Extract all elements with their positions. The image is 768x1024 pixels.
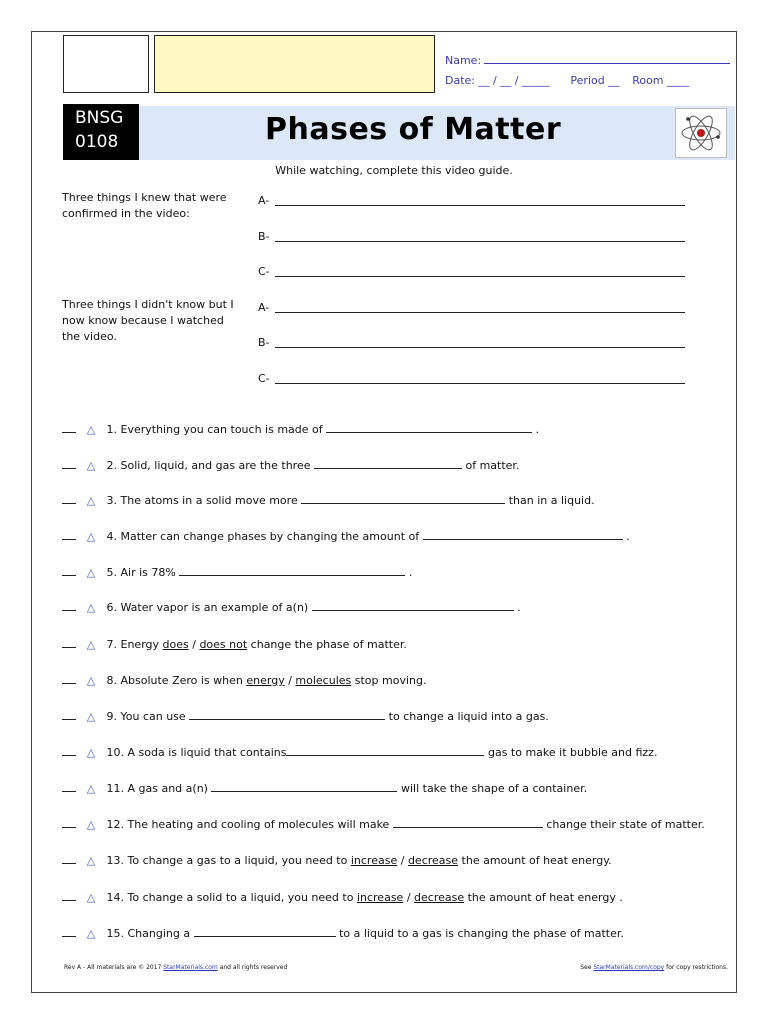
question-number: 2. [106,459,117,472]
question-number: 11. [106,782,124,795]
fill-blank[interactable] [326,422,532,433]
question-number: 15. [106,927,124,940]
question-text-end: the amount of heat energy . [464,891,623,904]
knew-label-b: B- [258,230,270,243]
question-number: 7. [106,638,117,651]
triangle-icon: △ [86,927,96,940]
question-8 [62,673,426,691]
instructions: While watching, complete this video guide. [275,164,513,177]
question-number: 14. [106,891,124,904]
question-text-end: to a liquid to a gas is changing the phase of matter. [335,927,624,940]
triangle-icon: △ [86,601,96,614]
choice-molecules[interactable]: molecules [295,674,352,687]
choice-increase[interactable]: increase [350,854,398,867]
didnt-label-c: C- [258,372,270,385]
didnt-line-a[interactable] [275,312,685,313]
triangle-icon: △ [86,674,96,687]
didnt-label-a: A- [258,301,270,314]
fill-blank[interactable] [393,817,543,828]
footer-copyright [64,964,287,971]
grade-box [63,35,149,93]
question-text-end: . [513,601,521,614]
name-field[interactable] [484,52,730,64]
question-text-end: will take the shape of a container. [397,782,588,795]
knew-line-a[interactable] [275,205,685,206]
question-number: 6. [106,601,117,614]
question-text-end: gas to make it bubble and fizz. [484,746,658,759]
answer-blank[interactable] [62,422,76,433]
question-text-end: change their state of matter. [542,818,705,831]
choice-does[interactable]: does [162,638,189,651]
fill-blank[interactable] [179,565,405,576]
atom-icon [675,108,727,158]
question-text-end: change the phase of matter. [247,638,407,651]
question-6 [62,600,521,618]
question-text-end: . [532,423,540,436]
question-14 [62,890,623,908]
choice-separator: / [397,854,408,867]
score-box [154,35,435,93]
triangle-icon: △ [86,494,96,507]
question-text: To change a solid to a liquid, you need to [127,891,357,904]
question-number: 4. [106,530,117,543]
knew-line-c[interactable] [275,276,685,277]
answer-blank[interactable] [62,745,76,756]
choice-energy[interactable]: energy [246,674,285,687]
choice-separator: / [403,891,415,904]
question-text: Water vapor is an example of a(n) [120,601,312,614]
triangle-icon: △ [86,530,96,543]
triangle-icon: △ [86,891,96,904]
question-number: 8. [106,674,117,687]
question-13 [62,853,612,871]
question-7 [62,637,407,655]
question-text: Solid, liquid, and gas are the three [120,459,314,472]
question-number: 12. [106,818,124,831]
answer-blank[interactable] [62,565,76,576]
question-3 [62,493,595,511]
fill-blank[interactable] [189,709,385,720]
question-text: To change a gas to a liquid, you need to [127,854,351,867]
question-text-end: than in a liquid. [505,494,595,507]
triangle-icon: △ [86,746,96,759]
fill-blank[interactable] [301,493,505,504]
question-number: 10. [106,746,124,759]
question-number: 5. [106,566,117,579]
footer-copy-restrictions [580,964,728,971]
answer-blank[interactable] [62,817,76,828]
question-text: A soda is liquid that contains [127,746,287,759]
didnt-label-b: B- [258,336,270,349]
period-label: Period __ [570,74,620,87]
date-pattern: __ / __ / _____ [478,74,550,87]
choice-decrease[interactable]: decrease [407,854,459,867]
triangle-icon: △ [86,459,96,472]
answer-blank[interactable] [62,709,76,720]
triangle-icon: △ [86,566,96,579]
knew-label-a: A- [258,194,270,207]
question-9 [62,709,549,727]
footer-text-end: and all rights reserved [217,964,288,971]
choice-decrease[interactable]: decrease [414,891,465,904]
answer-blank[interactable] [62,853,76,864]
answer-blank[interactable] [62,781,76,792]
answer-blank[interactable] [62,637,76,648]
triangle-icon: △ [86,818,96,831]
knew-prompt: Three things I knew that were confirmed in the video: [62,191,227,220]
answer-blank[interactable] [62,600,76,611]
answer-blank[interactable] [62,926,76,937]
answer-blank[interactable] [62,493,76,504]
question-number: 3. [106,494,117,507]
question-text: Absolute Zero is when [120,674,247,687]
question-1 [62,422,539,440]
fill-blank[interactable] [286,745,484,756]
question-text-end: to change a liquid into a gas. [385,710,549,723]
triangle-icon: △ [86,423,96,436]
question-11 [62,781,587,799]
choice-does-not[interactable]: does not [199,638,248,651]
didnt-know-prompt: Three things I didn't know but I now know because I watched the video. [62,298,234,343]
triangle-icon: △ [86,854,96,867]
footer-text-end: for copy restrictions. [664,964,728,971]
question-text-end: stop moving. [351,674,427,687]
footer-link[interactable]: StarMaterials.com [163,964,218,971]
question-text-end: of matter. [461,459,520,472]
copy-link[interactable]: StarMaterials.com/copy [593,964,665,971]
footer-text: Rev A - All materials are © 2017 [64,964,164,971]
fill-blank[interactable] [314,458,462,469]
question-text: A gas and a(n) [127,782,212,795]
triangle-icon: △ [86,638,96,651]
question-text: Matter can change phases by changing the amount of [120,530,423,543]
question-text: Energy [120,638,163,651]
didnt-line-c[interactable] [275,383,685,384]
question-2 [62,458,519,476]
question-text: The atoms in a solid move more [120,494,302,507]
question-number: 1. [106,423,117,436]
fill-blank[interactable] [423,529,623,540]
date-label: Date: [445,74,475,87]
room-label: Room ____ [632,74,690,87]
question-text: You can use [120,710,190,723]
code-line-1: BNSG [75,108,124,128]
triangle-icon: △ [86,710,96,723]
didnt-line-b[interactable] [275,347,685,348]
footer-text: See [580,964,594,971]
question-text: Air is 78% [120,566,180,579]
knew-label-c: C- [258,265,270,278]
question-4 [62,529,630,547]
question-15 [62,926,624,944]
code-line-2: 0108 [75,132,119,152]
answer-blank[interactable] [62,890,76,901]
answer-blank[interactable] [62,529,76,540]
name-label: Name: [445,54,482,67]
question-text: Changing a [127,927,194,940]
question-number: 9. [106,710,117,723]
question-text: The heating and cooling of molecules will make [127,818,393,831]
question-10 [62,745,657,763]
question-12 [62,817,705,835]
question-text-end: . [622,530,630,543]
question-text-end: . [405,566,413,579]
fill-blank[interactable] [312,600,514,611]
answer-blank[interactable] [62,673,76,684]
page-title: Phases of Matter [265,112,562,147]
answer-blank[interactable] [62,458,76,469]
fill-blank[interactable] [194,926,336,937]
question-text-end: the amount of heat energy. [458,854,612,867]
choice-separator: / [284,674,296,687]
choice-increase[interactable]: increase [356,891,404,904]
choice-separator: / [188,638,200,651]
fill-blank[interactable] [211,781,397,792]
triangle-icon: △ [86,782,96,795]
knew-line-b[interactable] [275,241,685,242]
video-code [63,104,139,160]
question-number: 13. [106,854,124,867]
question-5 [62,565,412,583]
question-text: Everything you can touch is made of [120,423,327,436]
